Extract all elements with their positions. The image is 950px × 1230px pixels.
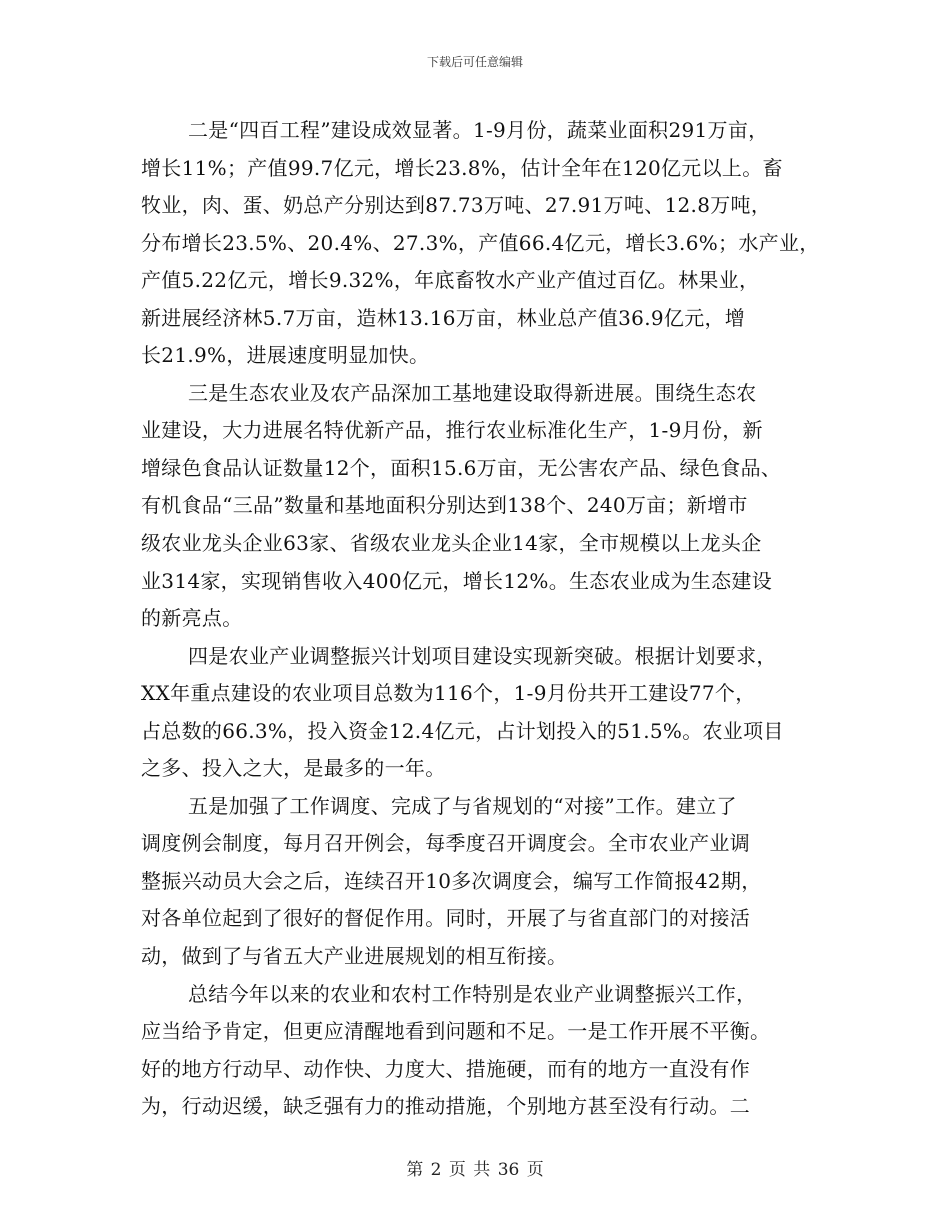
paragraph-line: 应当给予肯定，但更应清醒地看到问题和不足。一是工作开展不平衡。 (141, 1019, 771, 1044)
paragraph-line: XX年重点建设的农业项目总数为116个，1-9月份共开工建设77个， (141, 681, 756, 706)
paragraph-line: 牧业，肉、蛋、奶总产分别达到87.73万吨、27.91万吨、12.8万吨， (141, 193, 772, 218)
paragraph-line: 动，做到了与省五大产业进展规划的相互衔接。 (141, 944, 568, 969)
paragraph-line: 三是生态农业及农产品深加工基地建设取得新进展。围绕生态农 (188, 380, 757, 405)
page-number-footer: 第 2 页 共 36 页 (406, 1160, 544, 1180)
paragraph-line: 二是“四百工程”建设成效显著。1-9月份，蔬菜业面积291万亩， (188, 118, 769, 142)
paragraph-line: 整振兴动员大会之后，连续召开10多次调度会，编写工作简报42期， (141, 868, 762, 893)
paragraph-line: 有机食品“三品”数量和基地面积分别达到138个、240万亩；新增市 (141, 493, 748, 518)
document-body (141, 112, 821, 1126)
paragraph-line: 调度例会制度，每月召开例会，每季度召开调度会。全市农业产业调 (141, 831, 750, 856)
paragraph-line: 的新亮点。 (141, 606, 243, 631)
paragraph-line: 业建设，大力进展名特优新产品，推行农业标准化生产，1-9月份，新 (141, 418, 763, 443)
paragraph-line: 长21.9%，进展速度明显加快。 (141, 343, 430, 368)
paragraph-line: 五是加强了工作调度、完成了与省规划的“对接”工作。建立了 (188, 793, 737, 818)
paragraph-line: 占总数的66.3%，投入资金12.4亿元，占计划投入的51.5%。农业项目 (141, 718, 784, 743)
paragraph-line: 总结今年以来的农业和农村工作特别是农业产业调整振兴工作， (188, 981, 757, 1006)
paragraph-line: 对各单位起到了很好的督促作用。同时，开展了与省直部门的对接活 (141, 906, 750, 931)
paragraph-line: 新进展经济林5.7万亩，造林13.16万亩，林业总产值36.9亿元，增 (141, 305, 746, 330)
paragraph-line: 级农业龙头企业63家、省级农业龙头企业14家，全市规模以上龙头企 (141, 531, 762, 556)
page-header: 下载后可任意编辑 (426, 55, 523, 69)
paragraph-line: 为，行动迟缓，缺乏强有力的推动措施，个别地方甚至没有行动。二 (141, 1094, 750, 1119)
paragraph-line: 四是农业产业调整振兴计划项目建设实现新突破。根据计划要求， (188, 643, 777, 668)
paragraph-line: 增长11%；产值99.7亿元，增长23.8%，估计全年在120亿元以上。畜 (141, 155, 783, 180)
paragraph-line: 之多、投入之大，是最多的一年。 (141, 756, 446, 781)
paragraph-line: 分布增长23.5%、20.4%、27.3%，产值66.4亿元，增长3.6%；水产业， (141, 230, 820, 255)
paragraph-line: 业314家，实现销售收入400亿元，增长12%。生态农业成为生态建设 (141, 568, 772, 593)
paragraph-line: 产值5.22亿元，增长9.32%，年底畜牧水产业产值过百亿。林果业， (141, 268, 760, 293)
paragraph-line: 好的地方行动早、动作快、力度大、措施硬，而有的地方一直没有作 (141, 1056, 750, 1081)
paragraph-line: 增绿色食品认证数量12个，面积15.6万亩，无公害农产品、绿色食品、 (141, 455, 782, 480)
